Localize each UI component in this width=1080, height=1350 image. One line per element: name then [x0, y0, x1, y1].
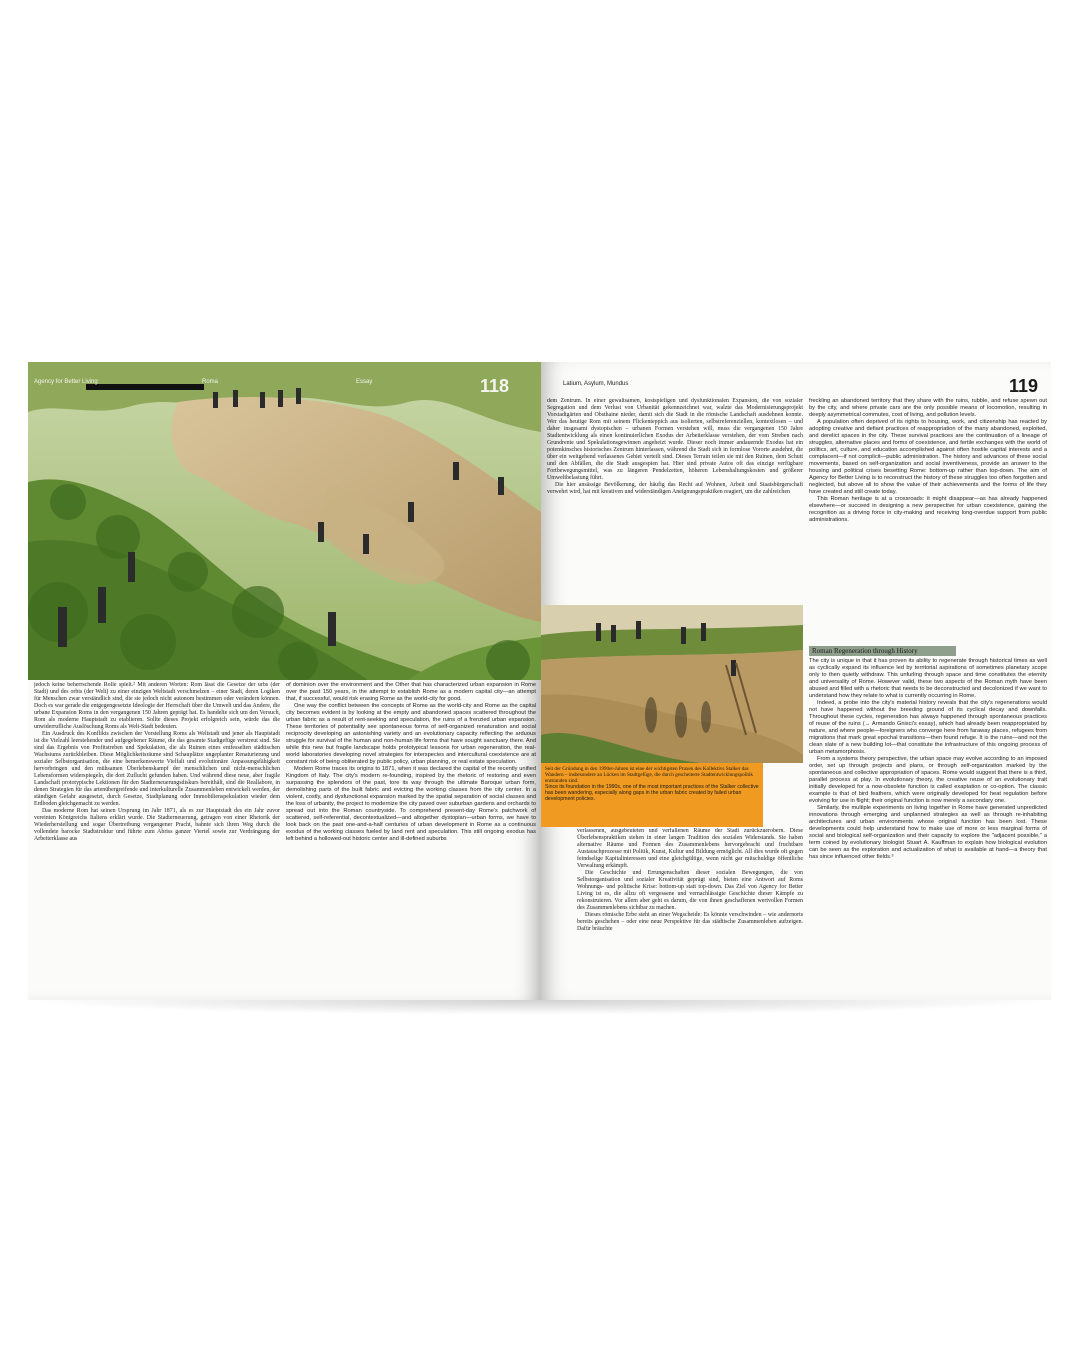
running-head-type: Essay [356, 379, 373, 385]
paragraph: Das moderne Rom hat seinen Ursprung im Jahr 1871, als es zur Hauptstadt des ein Jahr zuvor vereinten Königreichs Italiens erklärt wurde. Die Stadterneuerung, getragen von einer Rhetorik der Wiederherstellung und sogar Übertreibung vergangener Pracht, bahnte sich ihren Weg durch die vollendete barocke Stadtstruktur und führte zum Abriss ganzer Viertel sowie zur Verdrängung der Arbeiterklasse aus [34, 808, 280, 842]
paragraph: Indeed, a probe into the city's material history reveals that the city's regenerations would not have happened without the breeding ground of its cyclical decay and downfalls. Throughout these cycles, regeneration has always happened through spontaneous practices of reuse of the ruins (→ Armando Gnisci's essay), which had already been reappropriated by nature, and where people—foreigners who converge here from faraway places, refugees from migrations that mark great epochal transitions—then found refuge. It is the ruins—and not the clean slate of a new building lot—that constitute the infrastructure of this ongoing process of urban metamorphosis. [809, 700, 1047, 755]
paragraph: jedoch keine beherrschende Rolle spielt.² Mit anderen Worten: Rom lässt die Gesetze der urbs (der Stadt) und des orbis (der Welt) zu einer einzigen Weltstadt verschmelzen – einer Stadt, deren Logiken für Menschen zwar verständlich sind, die sie jedoch nicht autonom bestimmen oder verändern können. Doch es war gerade die entgegengesetzte Ideologie der Herrschaft über die Umwelt und das Andere, die urbane Expansion Roms in den vergangenen 150 Jahren geprägt hat. Es handelte sich um den Versuch, Rom als moderne Hauptstadt zu etablieren. Sollte dieses Projekt erfolgreich sein, würde das die unwiderrufliche Auslöschung Roms als Welt-Stadt bedeuten. [34, 682, 280, 730]
german-text-column-continued [577, 828, 803, 996]
hillside-illustration [28, 362, 541, 680]
ridge-illustration [541, 605, 803, 763]
caption-german: Seit der Gründung in den 1990er-Jahren ist eine der wichtigsten Praxen des Kollektivs Stalker das Wandern – insbesondere an Lücken im Stadtgefüge, die durch gescheiterte Stadtentwicklungspolitik entstanden sind. [545, 766, 754, 784]
paragraph: verlassenen, ausgebeuteten und verfallenen Räume der Stadt zurückzuerobern. Diese Überlebenspraktiken stehen in einer langen Tradition des sozialen Widerstands. Sie haben alternative Räume und Formen des Zusammenlebens hervorgebracht und fruchtbare Austauschprozesse mit Politik, Kunst, Kultur und Bildung ermöglicht. All dies wurde oft gegen feindselige Kapitalinteressen und eine gleichgültige, wenn nicht gar mitschuldige öffentliche Verwaltung erkämpft. [577, 828, 803, 869]
paragraph: The city is unique in that it has proven its ability to regenerate through historical times as well as cyclically expand its influence led by territorial aspirations of sometimes planetary scope only to then quietly withdraw. This unfurling through space and time constitutes the eternity and universality of Rome. However valid, these two aspects of the Roman myth have been abused and filled with a rhetoric that needs to be deconstructed and decolonized if we want to understand how they relate to what is currently occurring in Rome. [809, 658, 1047, 699]
paragraph: Modern Rome traces its origins to 1871, when it was declared the capital of the recently unified Kingdom of Italy. The city's modern re-founding, inspired by the rhetoric of restoring and even surpassing the splendors of the past, tore its way through the ultimate Baroque urban form, demolishing parts of the built fabric and evicting the working classes from the city center. In a violent, costly, and dysfunctional expansion marked by the spatial separation of social classes and the loss of urbanity, the project to modernize the city paved over suburban gardens and orchards to spread out into the Roman countryside. To comprehend present-day Rome's patchwork of scattered, self-referential, decontextualized—and altogether dystopian—urban forms, we have to look back on the past one-and-a-half centuries of urban development in Rome as a continuous exodus of the working classes fueled by land rent and speculation. This still ongoing exodus has left behind a hollowed-out historic center and ill-defined suburbs [286, 766, 536, 842]
running-head-left: Agency for Better Living [34, 379, 98, 385]
paragraph: dem Zentrum. In einer gewaltsamen, kostspieligen und dysfunktionalen Expansion, die von sozialer Segregation und dem Verlust von Urbanität gekennzeichnet war, walzte das Modernisierungsprojekt Vorstadtgärten und Obsthaine nieder, damit sich die Stadt in die römische Landschaft ausdehnen konnte. Wer das heutige Rom mit seinem Flickenteppich aus isolierten, selbstreferenziellen, kontextlosen – und daher insgesamt dystopischen – urbanen Formen verstehen will, muss die vergangenen 150 Jahre Stadtentwicklung als einen kontinuierlichen Exodus der Arbeiterklasse verstehen, der vom Streben nach Grundrente und Spekulationsgewinnen angeheizt wurde. Dieser noch immer andauernde Exodus hat ein potemkinsches historisches Zentrum hinterlassen, während die Stadt sich in formlose Vororte ausdehnt, die über ein weitgehend verlassenes Gebiet verteilt sind. Dieses Terrain teilen sie mit den Ruinen, dem Schutt und den Abfällen, die die Stadt ausgespien hat. Hier sind private Autos oft das einzige verfügbare Fortbewegungsmittel, was zu längeren Pendelzeiten, höheren Lebenshaltungskosten und größerer Umweltbelastung führt. [547, 398, 803, 481]
paragraph: A population often deprived of its rights to housing, work, and citizenship has reacted by adopting creative and defiant practices of reappropriation of the many abandoned, exploited, and derelict spaces in the city. These survival practices are the continuation of a lineage of struggles, alternative places and forms of coexistence, and fertile exchanges with the world of politics, art, culture, and education accomplished against often hostile capital interests and a complacent—if not complicit—public administration. The history and advances of these social movements, based on self-organization and social inventiveness, provide an answer to the housing and political crises besetting Rome: bottom-up rather than top-down. The aim of Agency for Better Living is to reconstruct the history of these struggles too often forgotten and neglected, but above all to show the value of their achievements and the forms of life they have created and still create today. [809, 419, 1047, 495]
paragraph: Similarly, the multiple experiments on living together in Rome have generated unpredicted innovations through emerging and unplanned strategies as well as through re-inhabiting architectures and urban environments whose original function has been lost. These developments could help understand how to make use of more or less marginal forms of social and biological self-organization and their capacity to explore the "adjacent possible," a term coined by evolutionary biologist Stuart A. Kauffman to explain how biological evolution can be seen as the exploration and actualization of what is available at hand—a theory that has since influenced other fields.³ [809, 805, 1047, 860]
page-number: 119 [1009, 376, 1039, 396]
paragraph: freckling an abandoned territory that they share with the ruins, rubble, and refuse spewn out by the city, and where private cars are the only possible means of locomotion, resulting in deeply asymmetrical commutes, cost of living, and pollution levels. [809, 398, 1047, 418]
paragraph: of dominion over the environment and the Other that has characterized urban expansion in Rome over the past 150 years, in the attempt to establish Rome as a modern capital city—an attempt that, if successful, would risk erasing Rome as the world-city for good. [286, 682, 536, 702]
hikers-on-hillside-photo [28, 362, 541, 680]
page-number: 118 [480, 376, 510, 396]
english-text-column [286, 682, 536, 996]
section-subheading: Roman Regeneration through History [809, 646, 956, 656]
walkers-on-ridge-photo [541, 605, 803, 763]
german-text-column [34, 682, 280, 996]
paragraph: This Roman heritage is at a crossroads: it might disappear—as has already happened elsewhere—or succeed in designing a new perspective for urban coexistence, gaining the recognition as a driving force in city-making and receiving long-overdue support from public administrations. [809, 496, 1047, 523]
paragraph: Die hier ansässige Bevölkerung, der häufig das Recht auf Wohnen, Arbeit und Staatsbürgerschaft verwehrt wird, hat mit kreativen und widerständigen Aneignungspraktiken reagiert, um die zahlreichen [547, 482, 803, 495]
german-text-column [547, 398, 803, 601]
photo-caption [541, 763, 763, 827]
header-redaction-bar [86, 384, 204, 390]
paragraph: Die Geschichte und Errungenschaften dieser sozialen Bewegungen, die von Selbstorganisation und sozialer Kreativität geprägt sind, bieten eine Antwort auf Roms Wohnungs- und politische Krise: bottom-up statt top-down. Das Ziel von Agency for Better Living ist es, die allzu oft vergessene und vernachlässigte Geschichte dieser Kämpfe zu rekonstruieren. Vor allem aber geht es darum, die von ihnen geschaffenen wertvollen Formen des Zusammenlebens sichtbar zu machen. [577, 870, 803, 911]
english-text-column-continued [809, 658, 1047, 996]
caption-english: Since its foundation in the 1990s, one of the most important practices of the Stalker collective has been wandering, especially along gaps in the urban fabric created by failed urban development policies. [545, 784, 759, 802]
paragraph: One way the conflict between the concepts of Rome as the world-city and Rome as the capital city becomes evident is by looking at the empty and abandoned spaces scattered throughout the urban fabric as a result of rent-seeking and speculation, the ruins of a frenzied urban expansion. These territories of potentiality see spontaneous forms of self-organized renaturation and social reciprocity developing an astonishing variety and an evolutionary capacity reflecting the arduous struggle for survival of the human and non-human life forms that have sought sanctuary there. And while this new but fragile landscape holds prototypical lessons for urban regeneration, the real-world laboratories developing novel strategies for interspecies and intercultural coexistence are at constant risk of being obliterated by public policy, urban planning, or real estate speculation. [286, 703, 536, 765]
english-text-column [809, 398, 1047, 644]
running-head-left: Latium, Asylum, Mundus [563, 381, 629, 387]
left-page [28, 362, 541, 1000]
paragraph: Dieses römische Erbe steht an einer Wegscheide: Es könnte verschwinden – wie andernorts bereits geschehen – oder eine neue Perspektive für das städtische Zusammenleben aufzeigen. Dafür bräuchte [577, 912, 803, 932]
paragraph: From a systems theory perspective, the urban space may evolve according to an imposed order, set up through projects and plans, or through self-organization marked by the spontaneous and collective appropriation of spaces. Rome would suggest that there is a third, parallel process at play. In evolutionary theory, the creative reuse of an evolutionary trait initially developed for a now-obsolete function is called exaptation or co-option. The classic example is that of bird feathers, which were originally developed for heat regulation before evolving for use in flight; their original function is now merely a secondary one. [809, 756, 1047, 804]
right-page [541, 362, 1051, 1000]
paragraph: Ein Ausdruck des Konflikts zwischen der Vorstellung Roms als Weltstadt und jener als Hauptstadt ist die Vielzahl leerstehender und aufgegebener Räume, die das gesamte Stadtgefüge verstreut sind. Sie sind das Ergebnis von Profitstreben und Spekulation, die als Ruinen eines entfesselten städtischen Wachstums zurückbleiben. Diese Möglichkeitsräume sind Schauplätze ungeplanter Renaturierung und sozialer Selbstorganisation, die eine bemerkenswerte Vielfalt und evolutionäre Anpassungsfähigkeit hervorbringen und den mühsamen Überlebenskampf der menschlichen und nicht-menschlichen Lebensformen widerspiegeln, die dort Zuflucht gefunden haben. Und während diese neue, aber fragile Landschaft prototypische Lektionen für den Stadterneuerungsdiskurs bereithält, sind die Reallabore, in denen Strategien für das artenübergreifende und interkulturelle Zusammenleben entwickelt werden, der ständigen Gefahr ausgesetzt, durch Gesetze, Stadtplanung oder Immobilienspekulation wieder dem Erdboden gleichgemacht zu werden. [34, 731, 280, 807]
running-head-section: Roma [202, 379, 219, 385]
